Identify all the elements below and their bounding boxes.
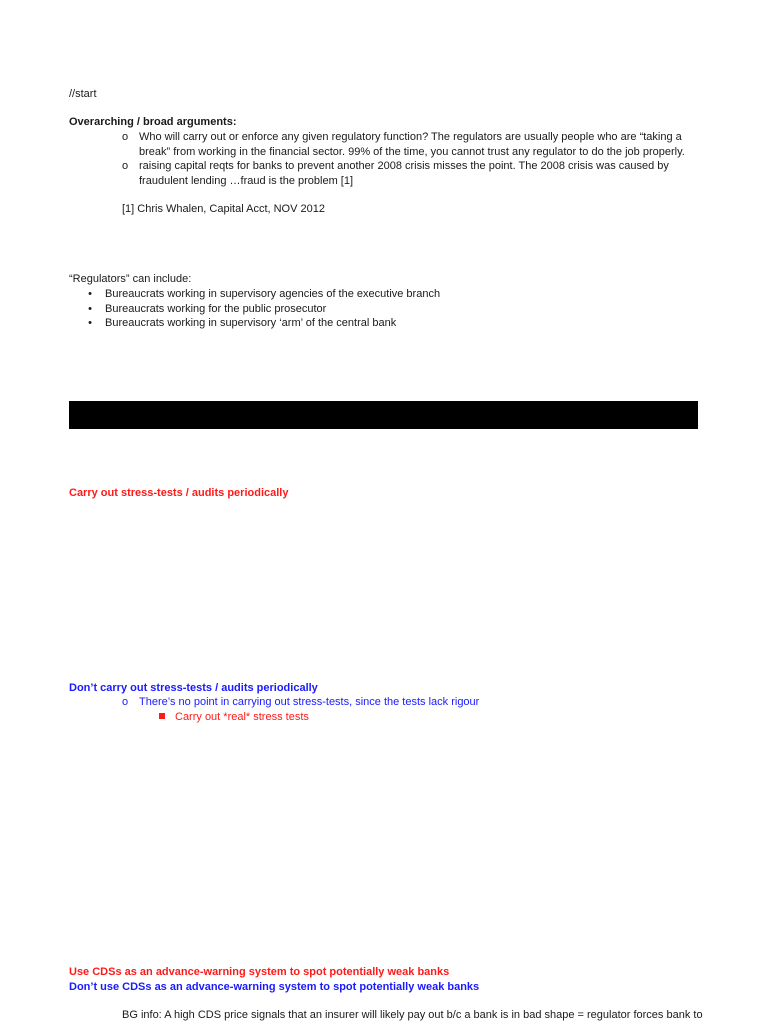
- start-marker: //start: [69, 88, 97, 100]
- hollow-bullet-icon: o: [122, 131, 129, 143]
- footnote: [1] Chris Whalen, Capital Acct, NOV 2012: [122, 203, 325, 215]
- broad-argument-1-line-2: break” from working in the financial sector. 99% of the time, you cannot trust any regulator to do the job properly.: [139, 146, 685, 158]
- regulators-item-2: Bureaucrats working for the public prosecutor: [105, 303, 327, 315]
- broad-arguments-heading: Overarching / broad arguments:: [69, 116, 237, 128]
- cds-con-heading: Don’t use CDSs as an advance-warning system to spot potentially weak banks: [69, 981, 480, 993]
- broad-argument-2-line-1: raising capital reqts for banks to prevent another 2008 crisis misses the point. The 2008 crisis was caused by: [139, 160, 669, 172]
- regulators-item-3: Bureaucrats working in supervisory ‘arm’ of the central bank: [105, 317, 397, 329]
- stress-test-con-heading: Don’t carry out stress-tests / audits periodically: [69, 682, 318, 694]
- hollow-bullet-icon: o: [122, 696, 129, 708]
- redacted-bar: [69, 401, 698, 429]
- stress-test-pro-heading: Carry out stress-tests / audits periodically: [69, 487, 289, 499]
- square-bullet-icon: [159, 713, 165, 719]
- bullet-icon: •: [88, 288, 92, 300]
- stress-test-con-subitem: Carry out *real* stress tests: [175, 711, 309, 723]
- bullet-icon: •: [88, 317, 92, 329]
- bullet-icon: •: [88, 303, 92, 315]
- stress-test-con-item: There’s no point in carrying out stress-tests, since the tests lack rigour: [139, 696, 480, 708]
- regulators-intro: “Regulators” can include:: [69, 273, 192, 285]
- hollow-bullet-icon: o: [122, 160, 129, 172]
- cds-background-info: BG info: A high CDS price signals that an insurer will likely pay out b/c a bank is in bad shape = regulator forces bank to: [122, 1009, 703, 1021]
- broad-argument-1-line-1: Who will carry out or enforce any given regulatory function? The regulators are usually people who are “taking a: [139, 131, 682, 143]
- regulators-item-1: Bureaucrats working in supervisory agencies of the executive branch: [105, 288, 441, 300]
- broad-argument-2-line-2: fraudulent lending …fraud is the problem [1]: [139, 175, 354, 187]
- cds-pro-heading: Use CDSs as an advance-warning system to spot potentially weak banks: [69, 966, 450, 978]
